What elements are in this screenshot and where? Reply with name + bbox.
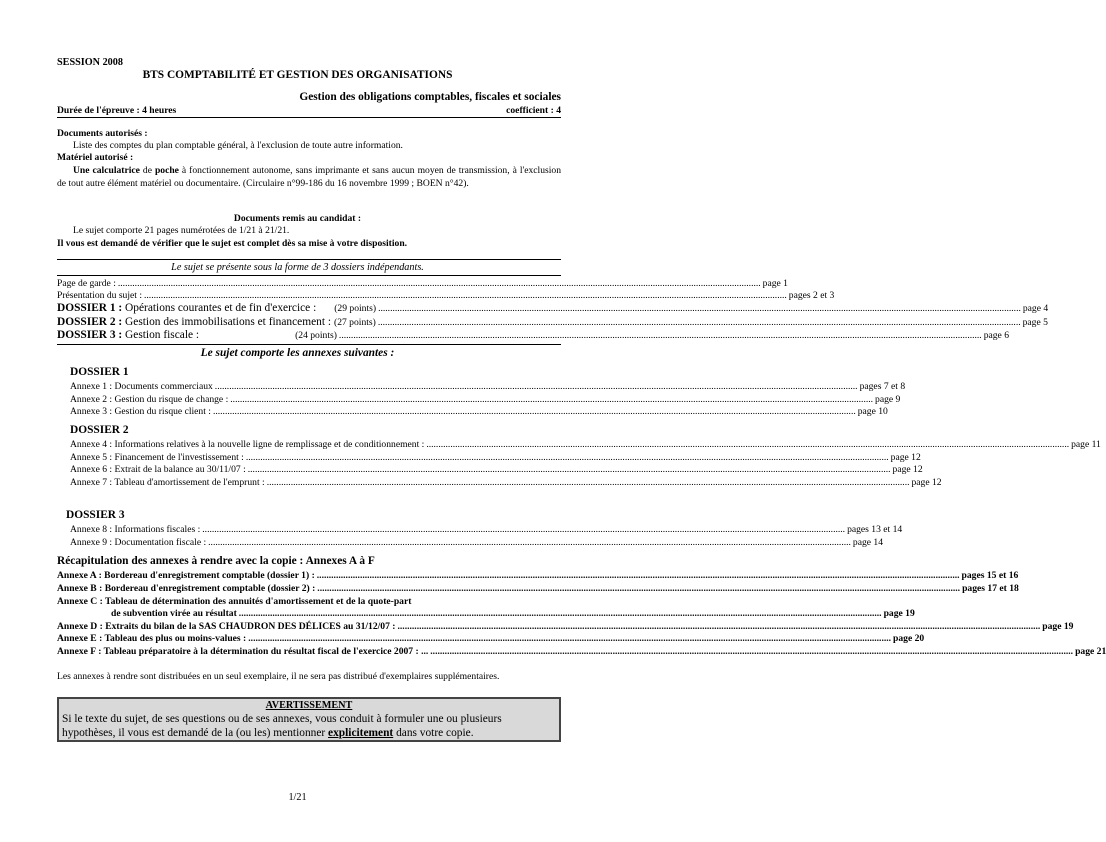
annexe-9-row: Annexe 9 : Documentation fiscale : ............................................................................................................................................................................................................................................................................ page 14 bbox=[70, 537, 884, 548]
recap-annexe-e: Annexe E : Tableau des plus ou moins-values : ............................................................................................................................................................................................................................................................................ page 20 bbox=[57, 633, 925, 644]
recap-annexe-a: Annexe A : Bordereau d'enregistrement comptable (dossier 1) : ............................................................................................................................................................................................................................................................................ pages 15 et 16 bbox=[57, 570, 1019, 581]
materiel-text: Une calculatrice de poche à fonctionnement autonome, sans imprimante et sans aucun moyen de transmission, à l'exclusion de tout autre élément matériel ou documentaire. (Circulaire n°99-186 du 16 novembre 1999 ; BOEN n°42). bbox=[57, 165, 561, 190]
exam-title: BTS COMPTABILITÉ ET GESTION DES ORGANISATIONS bbox=[142, 69, 453, 81]
annexe-4-row: Annexe 4 : Informations relatives à la nouvelle ligne de remplissage et de conditionnement : ............................................................................................................................................................................................................................................................................ page 11 bbox=[70, 439, 1101, 450]
annexe-5-row: Annexe 5 : Financement de l'investissement : ............................................................................................................................................................................................................................................................................ page 12 bbox=[70, 452, 921, 463]
annexe-7-row: Annexe 7 : Tableau d'amortissement de l'emprunt : ............................................................................................................................................................................................................................................................................ page 12 bbox=[70, 477, 942, 488]
distribution-note: Les annexes à rendre sont distribuées en un seul exemplaire, il ne sera pas distribué d'exemplaires supplémentaires. bbox=[57, 671, 500, 682]
subject-title: Gestion des obligations comptables, fiscales et sociales bbox=[299, 91, 561, 103]
recap-annexe-b: Annexe B : Bordereau d'enregistrement comptable (dossier 2) : ............................................................................................................................................................................................................................................................................ pages 17 et 18 bbox=[57, 583, 1019, 594]
recap-annexe-d: Annexe D : Extraits du bilan de la SAS CHAUDRON DES DÉLICES au 31/12/07 : ............................................................................................................................................................................................................................................................................ page 19 bbox=[57, 621, 1074, 632]
dossier2-heading: DOSSIER 2 bbox=[70, 424, 129, 436]
remis-line2: Il vous est demandé de vérifier que le sujet est complet dès sa mise à votre disposition. bbox=[57, 238, 408, 249]
divider-top bbox=[57, 259, 561, 260]
exam-duration: Durée de l'épreuve : 4 heures bbox=[57, 105, 177, 116]
docs-title: Documents autorisés : bbox=[57, 128, 148, 139]
divider-mid bbox=[57, 275, 561, 276]
annexe-8-row: Annexe 8 : Informations fiscales : ............................................................................................................................................................................................................................................................................ pages 13 et 14 bbox=[70, 524, 903, 535]
header-divider bbox=[57, 117, 561, 118]
materiel-title: Matériel autorisé : bbox=[57, 152, 134, 163]
dossier3-heading: DOSSIER 3 bbox=[66, 509, 125, 521]
exam-coefficient: coefficient : 4 bbox=[506, 105, 561, 116]
docs-text: Liste des comptes du plan comptable général, à l'exclusion de toute autre information. bbox=[73, 140, 403, 151]
recap-title: Récapitulation des annexes à rendre avec la copie : Annexes A à F bbox=[57, 555, 375, 567]
warning-box bbox=[57, 697, 561, 742]
remis-line1: Le sujet comporte 21 pages numérotées de 1/21 à 21/21. bbox=[73, 225, 290, 236]
dossier1-heading: DOSSIER 1 bbox=[70, 366, 129, 378]
structure-title: Le sujet se présente sous la forme de 3 dossiers indépendants. bbox=[171, 262, 424, 273]
annexe-3-row: Annexe 3 : Gestion du risque client : ............................................................................................................................................................................................................................................................................ page 10 bbox=[70, 406, 888, 417]
structure-row-dossier2: DOSSIER 2 : Gestion des immobilisations et financement : (27 points) ............................................................................................................................................................................................................................................................................ page 5 bbox=[57, 316, 1048, 328]
divider-annexes bbox=[57, 344, 561, 345]
recap-annexe-c-line2: de subvention virée au résultat ............................................................................................................................................................................................................................................................................ page 19 bbox=[111, 608, 915, 619]
annexe-6-row: Annexe 6 : Extrait de la balance au 30/11/07 : ............................................................................................................................................................................................................................................................................ page 12 bbox=[70, 464, 923, 475]
annexe-1-row: Annexe 1 : Documents commerciaux ............................................................................................................................................................................................................................................................................ pages 7 et 8 bbox=[70, 381, 906, 392]
structure-row-dossier3: DOSSIER 3 : Gestion fiscale : (24 points) ............................................................................................................................................................................................................................................................................ page 6 bbox=[57, 329, 1010, 341]
recap-annexe-f: Annexe F : Tableau préparatoire à la détermination du résultat fiscal de l'exercice 2007 : ... ............................................................................................................................................................................................................................................................................ page 21 bbox=[57, 646, 1106, 657]
annexes-title: Le sujet comporte les annexes suivantes : bbox=[200, 347, 395, 359]
page-number: 1/21 bbox=[288, 792, 307, 803]
session-label: SESSION 2008 bbox=[57, 57, 123, 68]
annexe-2-row: Annexe 2 : Gestion du risque de change : ............................................................................................................................................................................................................................................................................ page 9 bbox=[70, 394, 901, 405]
recap-annexe-c-line1: Annexe C : Tableau de détermination des annuités d'amortissement et de la quote-part bbox=[57, 596, 412, 607]
structure-row-dossier1: DOSSIER 1 : Opérations courantes et de fin d'exercice : (29 points) ............................................................................................................................................................................................................................................................................ page 4 bbox=[57, 302, 1049, 314]
warning-text: Si le texte du sujet, de ses questions ou de ses annexes, vous conduit à formuler une ou plusieurs hypothèses, il vous est demandé de la (ou les) mentionner explicitement dans votre copie. bbox=[62, 713, 502, 739]
structure-row-presentation: Présentation du sujet : ............................................................................................................................................................................................................................................................................ pages 2 et 3 bbox=[57, 290, 835, 301]
remis-title: Documents remis au candidat : bbox=[233, 213, 362, 224]
structure-row-garde: Page de garde : ............................................................................................................................................................................................................................................................................ page 1 bbox=[57, 278, 788, 289]
warning-title: AVERTISSEMENT bbox=[265, 700, 353, 711]
